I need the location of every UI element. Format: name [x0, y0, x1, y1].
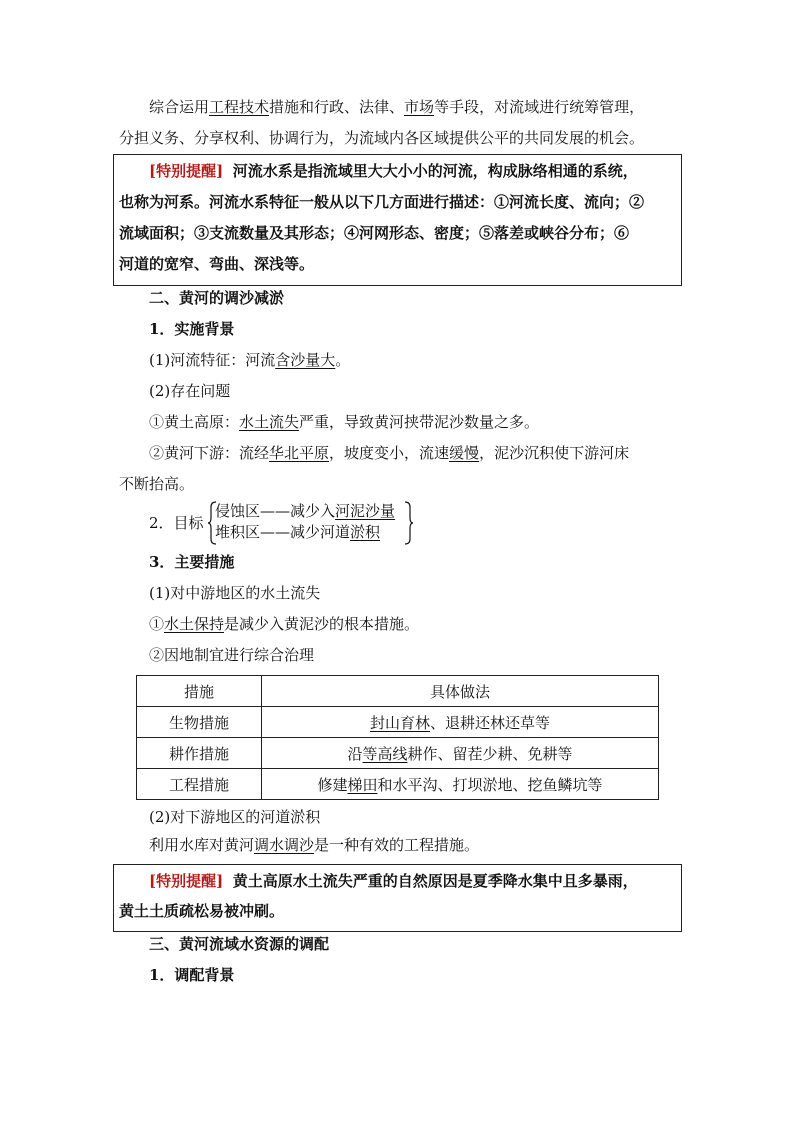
- table-header-cell: 具体做法: [262, 676, 659, 707]
- section2-heading: 二、黄河的调沙减淤: [149, 289, 285, 307]
- text: 利用水库对黄河: [149, 836, 255, 854]
- underline-deposition: 淤积: [350, 523, 381, 541]
- tip2-text: 黄土高原水土流失严重的自然原因是夏季降水集中且多暴雨，: [232, 872, 638, 890]
- measure-2: ②因地制宜进行综合治理: [149, 646, 315, 664]
- underline: 等高线: [362, 744, 408, 763]
- section3-sub1: 1．调配背景: [149, 966, 235, 984]
- intro-underline-market: 市场: [404, 98, 435, 116]
- text: 堆积区: [215, 523, 261, 541]
- intro-text: 等手段，对流域进行统筹管理，: [434, 98, 645, 116]
- section2-sub3: 3．主要措施: [149, 553, 235, 571]
- text: 减少入: [290, 502, 336, 520]
- tip1-label: [特别提醒]: [149, 162, 224, 180]
- tip2-line-2: 黄土土质疏松易被冲刷。: [119, 902, 285, 920]
- table-cell: 工程措施: [137, 769, 262, 800]
- table-cell: [262, 769, 659, 800]
- text: 和水平沟、打坝淤地、挖鱼鳞坑等: [377, 775, 603, 794]
- text: 沿: [347, 744, 363, 763]
- table-row: [137, 769, 659, 800]
- goal-row-1: [215, 500, 395, 522]
- text: ①: [149, 615, 165, 633]
- downstream-text: [149, 834, 479, 856]
- table-header-cell: 措施: [137, 676, 262, 707]
- text: 修建: [317, 775, 348, 794]
- problem-2: [149, 442, 629, 464]
- text: 。: [335, 351, 351, 369]
- table-row: [137, 738, 659, 769]
- table-row: [137, 707, 659, 738]
- underline: 梯田: [347, 775, 378, 794]
- intro-text: 综合运用: [149, 98, 210, 116]
- goal-row-2: [215, 521, 380, 543]
- intro-line-1: [149, 96, 644, 118]
- text: (1)河流特征：河流: [149, 351, 276, 369]
- measure-1: [149, 613, 419, 635]
- table-header-row: [137, 676, 659, 707]
- table-cell: 生物措施: [137, 707, 262, 738]
- table-cell: [262, 707, 659, 738]
- underline-soil-erosion: 水土流失: [239, 413, 300, 431]
- intro-line-2: 分担义务、分享权利、协调行为，为流域内各区域提供公平的共同发展的机会。: [119, 129, 645, 147]
- tip1-line-1: [149, 160, 638, 182]
- tip1-text: 河流水系是指流域里大大小小的河流，构成脉络相通的系统，: [232, 162, 638, 180]
- goal-label: 2．目标: [149, 514, 204, 532]
- text: ①黄土高原：: [149, 413, 240, 431]
- problem-2-cont: 不断抬高。: [119, 475, 195, 493]
- text: 是一种有效的工程措施。: [314, 836, 480, 854]
- text: 减少河道: [290, 523, 351, 541]
- dash: ——: [260, 502, 291, 520]
- table-cell: [262, 738, 659, 769]
- table-cell: 耕作措施: [137, 738, 262, 769]
- measures-table: [136, 675, 659, 800]
- section3-heading: 三、黄河流域水资源的调配: [149, 935, 330, 953]
- text: 严重，导致黄河挟带泥沙数量之多。: [299, 413, 540, 431]
- text: 侵蚀区: [215, 502, 261, 520]
- river-feature: [149, 349, 350, 371]
- intro-text: 措施和行政、法律、: [269, 98, 405, 116]
- underline: 封山育林: [369, 713, 430, 732]
- tip1-line-2: 也称为河系。河流水系特征一般从以下几方面进行描述：①河流长度、流向；②: [119, 193, 645, 211]
- underline-north-china-plain: 华北平原: [269, 444, 330, 462]
- text: ②黄河下游：流经: [149, 444, 270, 462]
- downstream-heading: (2)对下游地区的河道淤积: [149, 808, 321, 826]
- underline-sediment: 含沙量大: [275, 351, 336, 369]
- tip1-line-4: 河道的宽窄、弯曲、深浅等。: [119, 255, 315, 273]
- intro-underline-engineering: 工程技术: [209, 98, 270, 116]
- problem-1: [149, 411, 539, 433]
- text: 耕作、留茬少耕、免耕等: [407, 744, 573, 763]
- dash: ——: [260, 523, 291, 541]
- tip2-label: [特别提醒]: [149, 872, 224, 890]
- midstream-heading: (1)对中游地区的水土流失: [149, 584, 321, 602]
- problems-heading: (2)存在问题: [149, 382, 231, 400]
- text: 是减少入黄泥沙的根本措施。: [224, 615, 420, 633]
- tip1-line-3: 流域面积；③支流数量及其形态；④河网形态、密度；⑤落差或峡谷分布；⑥: [119, 224, 630, 242]
- text: 、退耕还林还草等: [430, 713, 551, 732]
- right-brace-icon: [404, 501, 414, 545]
- underline-water-sediment: 调水调沙: [254, 836, 315, 854]
- text: ，泥沙沉积使下游河床: [479, 444, 630, 462]
- text: ，坡度变小，流速: [329, 444, 450, 462]
- section2-sub1: 1．实施背景: [149, 320, 235, 338]
- underline-soil-conservation: 水土保持: [164, 615, 225, 633]
- tip2-line-1: [149, 870, 638, 892]
- underline-sediment-amount: 河泥沙量: [335, 502, 396, 520]
- underline-slow: 缓慢: [449, 444, 480, 462]
